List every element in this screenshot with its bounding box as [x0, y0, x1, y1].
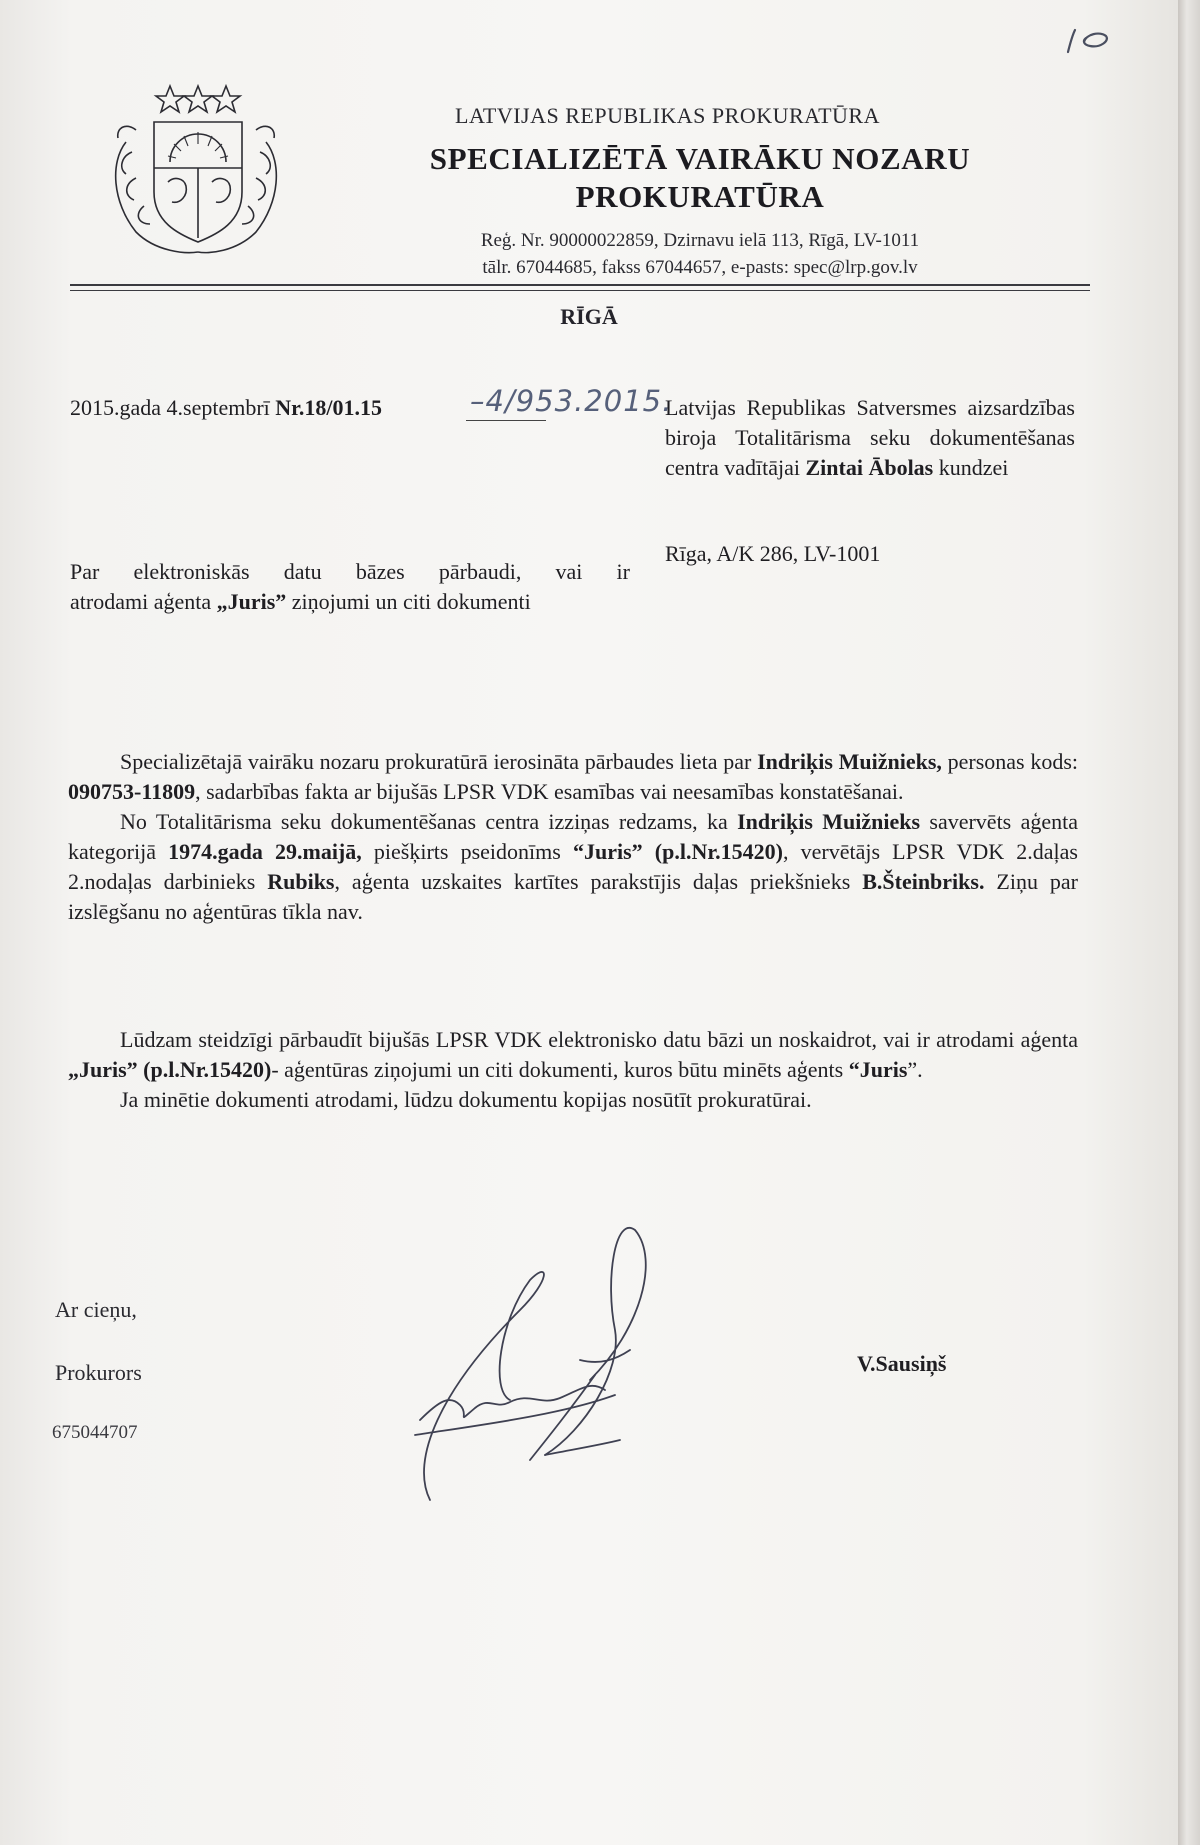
- p2-text-d: , vervētājs LPSR VDK 2.daļas 2.nodaļas darbinieks: [68, 839, 1078, 894]
- subject-line: [70, 557, 630, 617]
- paragraph-1: [68, 747, 1078, 807]
- address-line2: tālr. 67044685, fakss 67044657, e-pasts: spec@lrp.gov.lv: [482, 257, 918, 278]
- contact-phone: 675044707: [52, 1422, 138, 1443]
- agency-name: LATVIJAS REPUBLIKAS PROKURATŪRA: [455, 103, 880, 128]
- paragraph-2: [68, 807, 1078, 927]
- p2-text-b: savervēts aģenta kategorijā: [68, 809, 1078, 864]
- recipient-block: [665, 393, 1075, 483]
- subject-alias: „Juris”: [216, 589, 287, 614]
- coat-of-arms-icon: [96, 82, 292, 262]
- subject-line2: [70, 587, 630, 617]
- p1-text-b: personas kods:: [941, 749, 1079, 774]
- closing-regards: Ar cieņu,: [55, 1297, 137, 1322]
- header-divider-top: [70, 284, 1090, 286]
- subject-text-b: ziņojumi un citi dokumenti: [286, 589, 531, 614]
- paragraph-3: [68, 1025, 1078, 1085]
- p3-text-c: ”.: [907, 1057, 923, 1082]
- recipient-org: Latvijas Republikas Satversmes aizsardzības biroja Totalitārisma seku dokumentēšanas centra vadītājai: [665, 395, 1075, 480]
- page-edge: [1178, 0, 1200, 1845]
- recipient-name: Zintai Ābolas: [805, 455, 934, 480]
- p2-text-e: , aģenta uzskaites kartītes parakstījis daļas priekšnieks: [334, 869, 863, 894]
- letter-date: 2015.gada 4.septembrī: [70, 395, 270, 420]
- paragraph-4: Ja minētie dokumenti atrodami, lūdzu dokumentu kopijas nosūtīt prokuratūrai.: [120, 1087, 812, 1112]
- office-address: [420, 227, 980, 281]
- address-line1: Reģ. Nr. 90000022859, Dzirnavu ielā 113, Rīgā, LV-1011: [480, 230, 920, 251]
- p3-alias: „Juris” (p.l.Nr.15420): [68, 1057, 272, 1082]
- p3-text-b: - aģentūras ziņojumi un citi dokumenti, kuros būtu minēts aģents: [271, 1057, 849, 1082]
- letter-number: Nr.18/01.15: [275, 395, 383, 420]
- place-heading: RĪGĀ: [560, 304, 618, 329]
- p2-chief: B.Šteinbriks.: [862, 869, 985, 894]
- p3-alias-2: “Juris: [848, 1057, 908, 1082]
- letter-body-2: [68, 1025, 1078, 1115]
- p2-person-name: Indriķis Muižnieks: [737, 809, 921, 834]
- office-title-line1: SPECIALIZĒTĀ VAIRĀKU NOZARU: [429, 141, 971, 176]
- p1-text-c: , sadarbības fakta ar bijušās LPSR VDK esamības vai neesamības konstatēšanai.: [195, 779, 904, 804]
- reg-number-underline: [466, 420, 546, 421]
- p2-alias: “Juris” (p.l.Nr.15420): [572, 839, 783, 864]
- signature-icon: [400, 1220, 760, 1510]
- p2-recruiter: Rubiks: [267, 869, 335, 894]
- p2-recruit-date: 1974.gada 29.maijā,: [168, 839, 362, 864]
- p1-person-name: Indriķis Muižnieks,: [757, 749, 942, 774]
- p2-text-f: Ziņu par izslēgšanu no aģentūras tīkla nav.: [68, 869, 1078, 924]
- p1-text-a: Specializētajā vairāku nozaru prokuratūrā ierosināta pārbaudes lieta par: [120, 749, 758, 774]
- subject-line1: Par elektroniskās datu bāzes pārbaudi, vai ir: [70, 559, 630, 584]
- header-divider-bottom: [70, 290, 1090, 291]
- office-title-line2: PROKURATŪRA: [575, 179, 825, 214]
- recipient-title: kundzei: [933, 455, 1009, 480]
- p1-personal-code: 090753-11809: [68, 779, 196, 804]
- handwritten-page-number: [1050, 14, 1130, 64]
- office-title: [400, 140, 1000, 216]
- signer-name: V.Sausiņš: [857, 1351, 947, 1376]
- p3-text-a: Lūdzam steidzīgi pārbaudīt bijušās LPSR VDK elektronisko datu bāzi un noskaidrot, vai ir atrodami aģenta: [120, 1027, 1078, 1052]
- subject-text-a: atrodami aģenta: [70, 589, 217, 614]
- recipient-address: Rīga, A/K 286, LV-1001: [665, 541, 881, 566]
- p2-text-c: piešķirts pseidonīms: [361, 839, 573, 864]
- signer-role: Prokurors: [55, 1360, 142, 1385]
- letter-body-1: [68, 747, 1078, 927]
- date-reference: [70, 395, 382, 421]
- p2-text-a: No Totalitārisma seku dokumentēšanas centra izziņas redzams, ka: [120, 809, 738, 834]
- handwritten-reg-number: –4/953.2015.: [470, 384, 673, 418]
